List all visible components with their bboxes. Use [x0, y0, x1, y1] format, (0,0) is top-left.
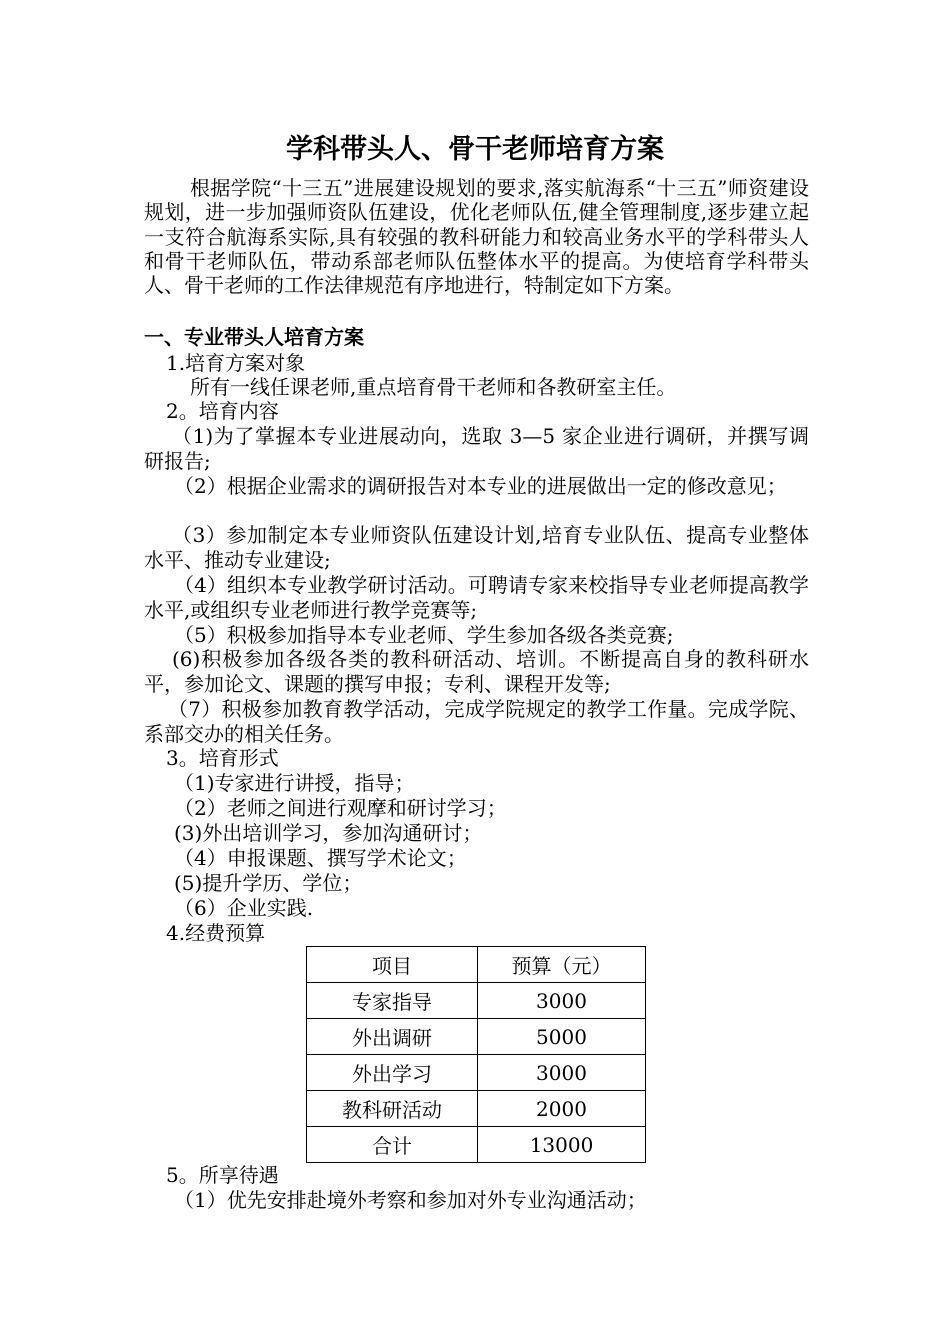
table-row [307, 983, 646, 1019]
list-item: （7）积极参加教育教学活动，完成学院规定的教学工作量。完成学院、系部交办的相关任务。 [144, 697, 809, 746]
document-title: 学科带头人、骨干老师培育方案 [286, 134, 664, 165]
table-cell: 外出学习 [307, 1055, 478, 1091]
table-cell: 3000 [478, 1055, 646, 1091]
subsection-heading: 1.培育方案对象 [166, 351, 306, 375]
list-item: （6）企业实践. [174, 896, 314, 920]
intro-paragraph: 根据学院“十三五”进展建设规划的要求,落实航海系“十三五”师资建设规划，进一步加强师资队伍建设，优化老师队伍,健全管理制度,逐步建立起一支符合航海系实际,具有较强的教科研能力和较高业务水平的学科带头人和骨干老师队伍，带动系部老师队伍整体水平的提高。为使培育学科带头人、骨干老师的工作法律规范有序地进行，特制定如下方案。 [144, 176, 809, 298]
table-header-cell: 预算（元） [478, 947, 646, 983]
list-item: (5)提升学历、学位； [174, 871, 363, 895]
table-cell: 3000 [478, 983, 646, 1019]
table-header-cell: 项目 [307, 947, 478, 983]
list-item: (3)外出培训学习，参加沟通研讨； [174, 821, 483, 845]
table-cell: 外出调研 [307, 1019, 478, 1055]
table-cell: 2000 [478, 1091, 646, 1127]
section-heading: 一、专业带头人培育方案 [144, 325, 364, 349]
table-cell: 专家指导 [307, 983, 478, 1019]
list-item: （5）积极参加指导本专业老师、学生参加各级各类竞赛; [174, 623, 674, 647]
list-item: （2）老师之间进行观摩和研讨学习； [174, 796, 507, 820]
table-row [307, 1055, 646, 1091]
subsection-heading: 4.经费预算 [166, 921, 266, 945]
list-item: （4）组织本专业教学研讨活动。可聘请专家来校指导专业老师提高教学水平,或组织专业老师进行教学竞赛等; [144, 573, 809, 622]
table-cell: 教科研活动 [307, 1091, 478, 1127]
list-item: （1)为了掌握本专业进展动向，选取 3—5 家企业进行调研，并撰写调研报告; [144, 424, 809, 473]
table-cell: 5000 [478, 1019, 646, 1055]
subsection-heading: 2。培育内容 [166, 399, 279, 423]
subsection-text: 所有一线任课老师,重点培育骨干老师和各教研室主任。 [190, 375, 677, 399]
budget-table [306, 946, 646, 1163]
subsection-heading: 5。所享待遇 [166, 1163, 279, 1187]
subsection-heading: 3。培育形式 [166, 746, 279, 770]
table-row [307, 1019, 646, 1055]
list-item: (6)积极参加各级各类的教科研活动、培训。不断提高自身的教科研水平，参加论文、课题的撰写申报；专利、课程开发等; [144, 647, 809, 696]
list-item: （1）优先安排赴境外考察和参加对外专业沟通活动； [174, 1188, 647, 1212]
list-item: （4）申报课题、撰写学术论文； [174, 846, 467, 870]
table-cell: 13000 [478, 1127, 646, 1163]
table-row [307, 1091, 646, 1127]
list-item: （1)专家进行讲授，指导； [174, 771, 415, 795]
list-item: （3）参加制定本专业师资队伍建设计划,培育专业队伍、提高专业整体水平、推动专业建设; [144, 523, 809, 572]
table-cell: 合计 [307, 1127, 478, 1163]
table-row [307, 1127, 646, 1163]
table-header-row [307, 947, 646, 983]
list-item: （2）根据企业需求的调研报告对本专业的进展做出一定的修改意见； [174, 474, 787, 498]
